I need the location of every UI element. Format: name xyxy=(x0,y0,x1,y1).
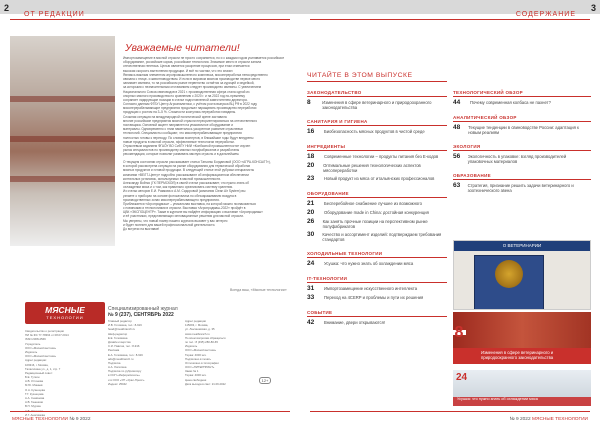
text-line: оборудование, российские корма, российские технологии. Значимое место в отрасли заняла xyxy=(123,60,262,65)
right-page-number: 3 xyxy=(590,3,596,13)
text-line: А.В. Ганенков xyxy=(25,401,43,405)
text-line: Дизайн и верстка xyxy=(108,340,131,344)
text-line: высокая скорость вытеснения продукции. И всё по частям, что это значит. xyxy=(123,68,234,73)
imprint-column-3 xyxy=(185,320,255,387)
toc-entry-page: 33 xyxy=(307,294,315,301)
toc-section-rule xyxy=(453,179,591,180)
text-line: До встречи на выставке! xyxy=(123,227,160,231)
toc-section-heading: САНИТАРИЯ И ГИГИЕНА xyxy=(307,119,368,124)
toc-section-rule xyxy=(453,96,591,97)
toc-section-rule xyxy=(307,125,447,126)
toc-section-rule xyxy=(307,282,447,283)
toc-section-heading: ОБРАЗОВАНИЕ xyxy=(453,173,491,178)
text-line: Подписка по рубрикатору xyxy=(108,370,142,374)
toc-entry-title: Почему современная колбаса не пахнет? xyxy=(470,100,551,105)
toc-entry-page: 26 xyxy=(307,218,315,225)
toc-entry[interactable] xyxy=(307,163,447,173)
toc-entry[interactable] xyxy=(307,219,447,229)
text-line: Адрес редакции: xyxy=(25,359,47,363)
toc-entry-title: Текущие тенденции в свиноводстве России: адаптация к новым реалиям xyxy=(468,125,579,135)
right-section-label: СОДЕРЖАНИЕ xyxy=(515,11,576,18)
text-line: Издатель xyxy=(25,350,38,354)
text-line: коптильных установок, используемых в мясной промышленности. xyxy=(123,176,221,181)
text-line: Е.А. Головкина, тел.: 8-916 xyxy=(108,353,143,357)
right-footer-issue: № 9 2022 xyxy=(509,417,531,422)
text-line: Цена свободная xyxy=(185,378,207,382)
text-line: Отпечатано в типографии xyxy=(185,361,219,365)
text-line: и будет полезен для вашей профессиональной деятельности. xyxy=(123,222,216,227)
text-line: Учредитель xyxy=(25,342,41,346)
text-line: И.Г. Анисимова xyxy=(25,413,45,417)
issue-number: № 9 (237), СЕНТЯБРЬ 2022 xyxy=(108,312,174,318)
text-line: И.В. Головина, тел.: 8-916 xyxy=(108,324,142,328)
toc-entry-page: 18 xyxy=(307,153,315,160)
text-line: ООО «Мясной вестник» xyxy=(25,355,57,359)
text-line: ООО «Мясной вестник» xyxy=(185,349,217,353)
toc-entry-page: 48 xyxy=(453,124,461,131)
text-line: Редакционный совет: xyxy=(25,371,53,375)
cover-image xyxy=(453,240,591,310)
toc-entry-title: Импортозамещение искусственного интеллекта xyxy=(324,286,418,291)
toc-entry-page: 23 xyxy=(307,175,315,182)
toc-entry-title: Оптимальные решения технологических аспектов мясопереработки xyxy=(323,163,421,173)
text-line: 115093, г. Москва, xyxy=(185,324,209,328)
toc-section-rule xyxy=(307,257,447,258)
toc-entry[interactable] xyxy=(307,261,447,267)
text-line: Сложная ситуация на международной политической арене заставила xyxy=(123,114,227,119)
page-header xyxy=(0,0,600,14)
text-line: ООО «Мясной вестник» xyxy=(25,346,57,350)
toc-section-rule xyxy=(453,121,591,122)
toc-entry[interactable] xyxy=(453,125,591,135)
toc-entry[interactable] xyxy=(307,295,447,301)
text-line: Издатель xyxy=(185,345,198,349)
toc-entry-page: 56 xyxy=(453,153,461,160)
editorial-column-2 xyxy=(123,160,291,231)
text-line: ISSN 2308-2569 xyxy=(25,338,46,342)
cold-storage-photo xyxy=(453,370,591,406)
text-line: сохраняет лидирующие позиции в статье подготовленной заместителем директора. xyxy=(123,97,248,102)
text-line: Импортозамещение в мясной отрасли не просто сохраняется, но и с каждым годом усиливается российское xyxy=(123,56,285,60)
text-line: новые продукты в мясной отрасли, эффективные технологии переработки. xyxy=(123,139,235,144)
text-line: Шеф-редактор xyxy=(108,332,128,336)
left-footer-brand: МЯСНЫЕ ТЕХНОЛОГИИ xyxy=(12,417,69,422)
text-line: и в ООО «УП «Урал-Пресс» xyxy=(108,378,145,382)
text-line: продукции с ростом на 3–5 %. Сложности коснулись переработки говядины. xyxy=(123,110,237,115)
text-line: занимает свинина, то на российском рынке первенство остаётся за курицей и индейкой, xyxy=(123,81,255,86)
toc-entry[interactable] xyxy=(307,176,447,182)
text-line: Т.Г. Кузнецова xyxy=(25,392,44,396)
text-line: Приближается «Агропродмаш» – уникальная выставка, на которой можно познакомиться xyxy=(123,201,256,206)
toc-entry-page: 44 xyxy=(453,99,461,106)
text-line: мясных продуктов и готовой продукции. В следующей статье этой рубрики специалисты xyxy=(123,168,255,173)
text-line: охлаждении мяса и о том, как правильно организовать систему хранения. xyxy=(123,185,234,190)
toc-entry[interactable] xyxy=(453,100,591,106)
toc-entry-title: Изменения в сфере ветеринарного и природоохранного законодательства xyxy=(322,100,432,110)
text-line: ООО «ПИТЕРПРИНТ» xyxy=(185,366,215,370)
left-page-number: 2 xyxy=(4,3,10,13)
toc-section-rule xyxy=(307,197,447,198)
imprint-column-2 xyxy=(108,320,178,387)
text-line: узнаете о приборах на основе фотокатализа по обеззараживанию воздуха в xyxy=(123,193,237,198)
toc-entry-page: 42 xyxy=(307,319,315,326)
text-line: производственных зонах мясоперерабатывающего предприятия. xyxy=(123,197,220,202)
logo-word-2: ТЕХНОЛОГИИ xyxy=(46,315,84,320)
toc-entry-title: Биобезопасность мясных продуктов в чистой среде xyxy=(324,129,425,134)
cover-caption-text: Изменения в сфере ветеринарного и природоохранного законодательства xyxy=(481,350,554,360)
magazine-logo xyxy=(25,302,105,324)
right-footer-brand: МЯСНЫЕ ТЕХНОЛОГИИ xyxy=(531,417,588,422)
toc-entry[interactable] xyxy=(307,320,447,326)
toc-entry-page: 24 xyxy=(307,260,315,267)
book-cover xyxy=(474,255,544,310)
right-footer-rule xyxy=(310,411,590,412)
editorial-signoff: Всегда ваш, «Мясные технологии» xyxy=(230,288,287,292)
text-line: в ОСП «Информпечать» xyxy=(108,374,140,378)
logo-word-1: МЯСНЫЕ xyxy=(45,305,85,315)
text-line: Александр Войтко (ГК ПЕРМСКОЙ) в своей статье рассказывает, что нужно знать об xyxy=(123,180,250,185)
toc-entry[interactable] xyxy=(307,210,447,216)
cover-caption-badge xyxy=(453,324,591,364)
text-line: head@meatbranch.ru xyxy=(108,328,136,332)
text-line: Заказ № 1 xyxy=(185,370,199,374)
toc-section-heading: АНАЛИТИЧЕСКИЙ ОБЗОР xyxy=(453,115,517,120)
toc-entry-page: 63 xyxy=(453,182,461,189)
text-line: за которыми с незначительным отставанием следует производство свинины. С увеличением xyxy=(123,85,261,90)
toc-section-rule xyxy=(453,150,591,151)
photo-stripe xyxy=(10,96,115,102)
toc-entry-title: Качество и ассортимент изделий: подтверждаем требования стандартов xyxy=(322,232,442,242)
text-line: ПИ № ФС 77-78364 от 08.07.2014 xyxy=(25,334,69,338)
text-line: рынок специалистов по производству мясных полуфабрикатов и разработаны xyxy=(123,148,240,153)
toc-entry-title: Внимание, двери открываются! xyxy=(324,320,386,325)
text-line: технологий. Специалисты сообщают, что мясоперерабатывающие предприятия xyxy=(123,131,242,136)
toc-entry-page: 21 xyxy=(307,200,315,207)
text-line: Талалихина ул., д. 1, стр. 7 xyxy=(25,367,61,371)
text-line: Реклама xyxy=(108,349,120,353)
text-line: Свидетельство о регистрации xyxy=(25,330,64,333)
text-line: отечественная генетика. Целью является ускорение процессов, при этом отмечается xyxy=(123,64,250,69)
text-line: Национального Союза свиноводов в 2021 г. производственная сфера стала одной из xyxy=(123,89,250,94)
text-line: Из статьи авторов Е.И. Рамкова и А.М. Сидоровой (компания Clean Air System) вы xyxy=(123,189,246,194)
text-line: Тираж: 4000 экз. xyxy=(185,374,207,378)
text-line: Главный редактор xyxy=(108,320,132,323)
toc-entry-title: Усушка: что нужно знать об охлаждении мяса xyxy=(324,261,414,266)
cold-photo-caption: Усушка: что нужно знать об охлаждении мяса xyxy=(453,397,591,406)
text-line: Подписано в печать xyxy=(185,357,211,361)
toc-entry-title: Современные технологии – продукты питания без Е-кодов xyxy=(324,154,439,159)
text-line: компании «ВЕЛТ-Центр» подробно рассказывают об информационном обеспечении xyxy=(123,172,249,177)
photo-stripe xyxy=(10,136,115,142)
text-line: связана с птице- и животноводством. И если в мировом мясном производстве первое место xyxy=(123,76,261,81)
toc-entry-page: 30 xyxy=(307,231,315,238)
text-line: Б.Е. Гуткин xyxy=(25,376,40,380)
toc-section-heading: ХОЛОДИЛЬНЫЕ ТЕХНОЛОГИИ xyxy=(307,251,383,256)
left-footer xyxy=(12,417,91,422)
text-line: в которой рассмотрена ситуация на рынке оборудования для термической обработки xyxy=(123,164,251,169)
journal-type: Специализированный журнал xyxy=(108,306,178,312)
text-line: Отраслевым изданием ФГАОУ ВО СибГУ НИИ «Колбасной промышленности» изучен xyxy=(123,143,251,148)
toc-entry-title: Экологичность в упаковке: взгляд производителей упаковочных материалов xyxy=(467,154,567,164)
toc-section-heading: ОБОРУДОВАНИЕ xyxy=(307,191,349,196)
editorial-title: Уважаемые читатели! xyxy=(125,42,240,54)
text-line: ЦВК «ЭКСПОЦЕНТР». Также в журнале вы найдёте информацию о выставке «Агропродмаш» xyxy=(123,210,263,215)
text-line: www.meatbranch.ru xyxy=(185,332,210,336)
toc-entry-page: 31 xyxy=(307,285,315,292)
toc-rule xyxy=(307,81,447,82)
text-line: мясоперерабатывающие предприятия продолжат наращивать производство переработки xyxy=(123,106,257,111)
text-line: с новинками и технологиями в отрасли. Выставка «Агропродмаш-2022» пройдёт в xyxy=(123,206,246,211)
toc-entry[interactable] xyxy=(453,183,591,193)
text-line: многие российские предприятия мясной отрасли переориентироваться на отечественного xyxy=(123,118,258,123)
text-line: Являясь важным элементом агропромышленного комплекса, мясопереработка непосредственно xyxy=(123,72,268,77)
text-line: полностью готовы к переходу. По словам экспертов, в ближайшие годы будут внедрены xyxy=(123,135,254,140)
toc-entry-title: Как занять прочные позиции на перспективном рынке полуфабрикатов xyxy=(322,219,428,229)
text-line: По всем вопросам обращаться xyxy=(185,336,226,340)
text-line: М.Ю. Минаев xyxy=(25,384,43,388)
text-line: Е.Е. Головкина xyxy=(108,336,128,340)
toc-entry-title: Стратегия, признание решить задачи ветеринарного и зоотехнического звена xyxy=(467,183,574,193)
coat-of-arms-icon xyxy=(495,260,523,288)
text-line: А.В. Устинова xyxy=(25,380,44,384)
photo-stripe xyxy=(10,176,115,182)
toc-entry-title: Переход на 4CERP и проблемы и пути их решения xyxy=(324,295,424,300)
factory-photo xyxy=(10,36,115,246)
toc-section-heading: ЭКОЛОГИЯ xyxy=(453,144,481,149)
toc-entry-page: 20 xyxy=(307,209,315,216)
cover-banner: О ВЕТЕРИНАРИИ xyxy=(454,241,590,251)
toc-section-heading: ИНГРЕДИЕНТЫ xyxy=(307,144,346,149)
text-line: А.А. Лопатина xyxy=(108,366,127,370)
cover-caption-page: 8 xyxy=(452,330,466,335)
toc-section-heading: ТЕХНОЛОГИЧЕСКИЙ ОБЗОР xyxy=(453,90,523,95)
text-line: рекомендации, которые позволят развивать мясную отрасль и в дальнейшем. xyxy=(123,152,240,157)
toc-entry[interactable] xyxy=(307,129,447,135)
left-section-label: ОТ РЕДАКЦИИ xyxy=(24,11,85,18)
text-line: Согласно данным ФГБУ Центр Агроаналитики, с учётом роста выпуска ВЦ РФ в 2022 году xyxy=(123,102,257,107)
toc-entry-title: Бесперебойное снабжение лучшее из возможного xyxy=(324,201,423,206)
text-line: Тираж: 4000 экз. xyxy=(185,353,207,357)
text-line: Подписка xyxy=(108,361,121,365)
cold-photo-page: 24 xyxy=(456,372,468,383)
text-line: ул. Люсиновская, д. 35 xyxy=(185,328,215,332)
toc-section-rule xyxy=(307,150,447,151)
toc-title: ЧИТАЙТЕ В ЭТОМ ВЫПУСКЕ xyxy=(307,72,413,79)
toc-entry[interactable] xyxy=(307,286,447,292)
text-line: О.А. Кузнецова xyxy=(25,388,45,392)
age-rating-badge: 12+ xyxy=(259,377,271,384)
toc-entry[interactable] xyxy=(307,154,447,160)
text-line: С.И. Павлов, тел.: 8-916 xyxy=(108,345,140,349)
toc-section-rule xyxy=(307,96,447,97)
text-line: Мы уверены, что новый номер нашего журнала вызовет у вас интерес xyxy=(123,218,228,223)
text-line: Адрес редакции xyxy=(185,320,206,323)
text-line: опорных мясного производства по сравнению с 2020 г. и на 2022 год по-прежнему xyxy=(123,93,245,98)
toc-entry-page: 20 xyxy=(307,162,315,169)
toc-section-heading: IT-ТЕХНОЛОГИИ xyxy=(307,276,348,281)
toc-entry-title: Оборудование made in China: достойная конкуренция xyxy=(324,210,429,215)
text-line: А.А. Семёнова xyxy=(25,397,45,400)
imprint-column-1 xyxy=(25,330,95,418)
toc-entry-page: 16 xyxy=(307,128,315,135)
text-line: 109316, г. Москва, xyxy=(25,363,49,367)
text-line: О текущем состоянии отрасли рассказывает статья Татьяны Богдановой (ООО «АГРА-КОНСАЛТ»), xyxy=(123,160,271,164)
toc-entry[interactable] xyxy=(307,232,447,242)
imprint-heading xyxy=(108,306,178,318)
toc-section-heading: СОБЫТИЕ xyxy=(307,310,333,315)
toc-entry[interactable] xyxy=(307,100,447,110)
text-line: Дата выхода в свет: 21.09.2022 xyxy=(185,382,226,386)
toc-entry[interactable] xyxy=(453,154,591,164)
toc-entry-page: 8 xyxy=(307,99,311,106)
right-footer xyxy=(509,417,588,422)
left-red-rule xyxy=(10,19,290,20)
toc-section-heading: ЗАКОНОДАТЕЛЬСТВО xyxy=(307,90,362,95)
toc-entry[interactable] xyxy=(307,201,447,207)
text-line: материалы. Одновременно с этим наметилось ускоренное развитие отраслевых xyxy=(123,127,244,132)
text-line: ads@meatbranch.ru xyxy=(108,357,134,361)
left-footer-issue: № 9 2022 xyxy=(69,417,91,422)
text-line: В.П. Мурзин xyxy=(25,405,41,409)
meat-photo xyxy=(453,312,591,348)
text-line: и её участниках, представляющих инновационные решения для мясной отрасли. xyxy=(123,214,244,219)
right-red-rule xyxy=(310,19,590,20)
text-line: Индекс: 25042 xyxy=(108,382,127,386)
toc-entry-title: Новый продукт из мяса от итальянских профессионалов xyxy=(324,176,435,181)
text-line: по тел.: 8 (495) 280-80-65 xyxy=(185,340,218,344)
left-footer-rule xyxy=(10,411,290,412)
text-line: поставщика. Основной акцент направлен на упаковочное оборудование и xyxy=(123,123,233,127)
editorial-column-1 xyxy=(123,56,291,157)
toc-section-rule xyxy=(307,316,447,317)
